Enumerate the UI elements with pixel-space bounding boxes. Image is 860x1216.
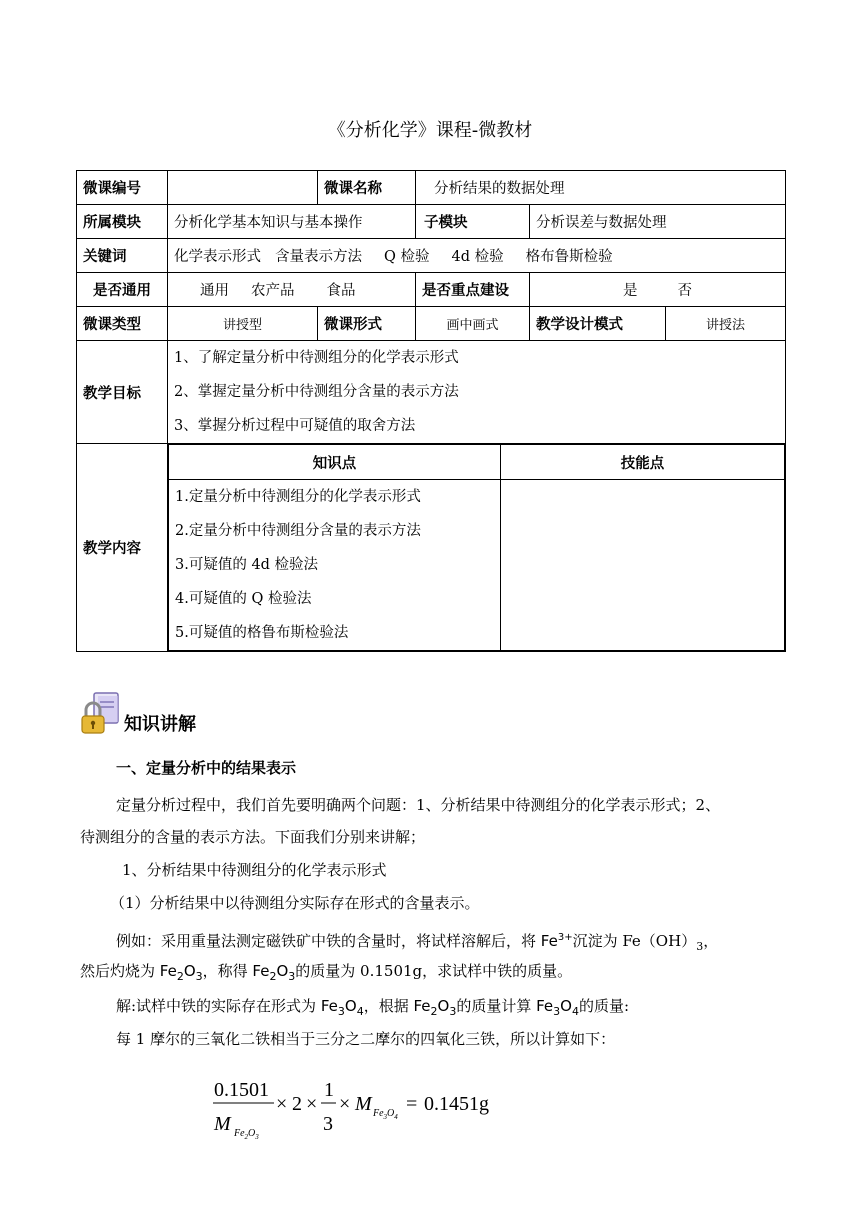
formula-molar-mass: M: [214, 1113, 231, 1135]
solution-text: 的质量:: [578, 997, 630, 1015]
doc-title: 《分析化学》课程-微教材: [327, 120, 533, 141]
lock-book-icon: [78, 690, 124, 738]
formula-subscript: $Fe_3O_4$: [373, 1108, 398, 1121]
submodule-value: 分析误差与数据处理: [530, 205, 786, 239]
row-code-name: [77, 171, 786, 205]
general-option: 食品: [326, 283, 356, 299]
row-goals: [77, 341, 786, 444]
type-label: 微课类型: [77, 307, 168, 341]
example-text: 例如：采用重量法测定磁铁矿中铁的含量时，将试样溶解后，将: [116, 932, 541, 950]
keywords-value: [168, 239, 786, 273]
sub-heading: 一、定量分析中的结果表示: [116, 759, 297, 777]
keyword: 化学表示形式: [174, 249, 261, 265]
module-label: 所属模块: [77, 205, 168, 239]
formula-fe3plus: $Fe^{3+}$: [540, 932, 573, 950]
code-label: 微课编号: [77, 171, 168, 205]
row-general: [77, 273, 786, 307]
formula-subscript: $Fe_2O_3$: [234, 1128, 259, 1141]
key-build-label: 是否重点建设: [416, 273, 530, 307]
form-label: 微课形式: [318, 307, 416, 341]
knowledge-item: 5.可疑值的格鲁布斯检验法: [175, 625, 349, 641]
knowledge-list: [169, 480, 501, 651]
formula-fe2o3: $Fe_2O_3$: [159, 962, 203, 983]
formula-two: 2: [292, 1093, 302, 1115]
course-info-table: [76, 170, 786, 652]
name-value: 分析结果的数据处理: [416, 171, 786, 205]
example-line-2: [80, 961, 572, 987]
general-label: 是否通用: [77, 273, 168, 307]
knowledge-item: 3.可疑值的 4d 检验法: [175, 557, 319, 573]
knowledge-header: 知识点: [169, 445, 501, 480]
example-text: 然后灼烧为: [80, 962, 160, 980]
row-type: [77, 307, 786, 341]
mole-line: 每 1 摩尔的三氧化二铁相当于三分之二摩尔的四氧化三铁，所以计算如下：: [116, 1030, 616, 1048]
solution-text: ，根据: [363, 997, 414, 1015]
row-module: [77, 205, 786, 239]
skill-header: 技能点: [501, 445, 785, 480]
section-heading: [78, 690, 196, 738]
item-subheading: （1）分析结果中以待测组分实际存在形式的含量表示。: [110, 894, 480, 912]
design-label: 教学设计模式: [530, 307, 666, 341]
keyword: Q 检验: [384, 249, 430, 265]
formula-fe2o3: $Fe_2O_3$: [252, 962, 296, 983]
solution-text: 解:试样中铁的实际存在形式为: [116, 997, 321, 1015]
key-build-options: [530, 273, 786, 307]
formula-times: ×: [276, 1093, 288, 1115]
content-inner-table: [168, 444, 785, 651]
item-heading: 1、分析结果中待测组分的化学表示形式: [122, 861, 387, 879]
keyword: 4d 检验: [451, 249, 504, 265]
goal-item: 3、掌握分析过程中可疑值的取舍方法: [174, 418, 416, 434]
row-keywords: [77, 239, 786, 273]
skill-list: [501, 480, 785, 651]
module-value: 分析化学基本知识与基本操作: [168, 205, 416, 239]
formula-fe2o3: $Fe_2O_3$: [413, 997, 457, 1018]
formula-equals: =: [406, 1093, 418, 1115]
calculation-formula: [212, 1074, 532, 1144]
example-text: 沉淀为 Fe（OH）: [572, 932, 697, 950]
name-label: 微课名称: [318, 171, 416, 205]
knowledge-item: 1.定量分析中待测组分的化学表示形式: [175, 489, 421, 505]
paragraph-line: 待测组分的含量的表示方法。下面我们分别来讲解；: [80, 828, 426, 846]
key-build-option: 否: [677, 283, 692, 299]
form-value: 画中画式: [416, 307, 530, 341]
keywords-label: 关键词: [77, 239, 168, 273]
general-options: [168, 273, 416, 307]
formula-molar-mass: M: [355, 1093, 372, 1115]
goal-item: 1、了解定量分析中待测组分的化学表示形式: [174, 350, 459, 366]
keyword: 含量表示方法: [275, 249, 362, 265]
formula-frac-num: 1: [324, 1079, 334, 1101]
formula-result: 0.1451g: [424, 1093, 489, 1115]
formula-numerator: 0.1501: [214, 1079, 269, 1101]
keyword: 格布鲁斯检验: [525, 249, 613, 265]
section-title: 知识讲解: [124, 714, 196, 735]
paragraph-line: 定量分析过程中，我们首先要明确两个问题：1、分析结果中待测组分的化学表示形式；2、: [116, 796, 721, 814]
key-build-option: 是: [623, 283, 638, 299]
goals-label: 教学目标: [77, 341, 168, 444]
code-value: [168, 171, 318, 205]
example-text: 的质量为 0.1501g，求试样中铁的质量。: [295, 962, 573, 980]
submodule-label: 子模块: [416, 205, 530, 239]
formula-fe3o4: $Fe_3O_4$: [320, 997, 364, 1018]
formula-frac-den: 3: [323, 1113, 333, 1135]
solution-text: 的质量计算: [456, 997, 537, 1015]
general-option: 通用: [200, 283, 229, 299]
content-cell: [168, 444, 786, 652]
general-option: 农产品: [251, 283, 295, 299]
knowledge-item: 2.定量分析中待测组分含量的表示方法: [175, 523, 421, 539]
example-line-1: 例如：采用重量法测定磁铁矿中铁的含量时，将试样溶解后，将 $Fe^{3+}$沉淀为 $Fe(OH)_3$，: [116, 932, 719, 953]
goals-cell: [168, 341, 786, 444]
solution-line: [116, 996, 629, 1022]
type-value: 讲授型: [168, 307, 318, 341]
content-label: 教学内容: [77, 444, 168, 652]
example-text: ，称得: [202, 962, 253, 980]
design-value: 讲授法: [666, 307, 786, 341]
goal-item: 2、掌握定量分析中待测组分含量的表示方法: [174, 384, 459, 400]
row-content: [77, 444, 786, 652]
formula-times: ×: [306, 1093, 318, 1115]
formula-times: ×: [339, 1093, 351, 1115]
formula-fe3o4: $Fe_3O_4$: [536, 997, 579, 1018]
knowledge-item: 4.可疑值的 Q 检验法: [175, 591, 312, 607]
